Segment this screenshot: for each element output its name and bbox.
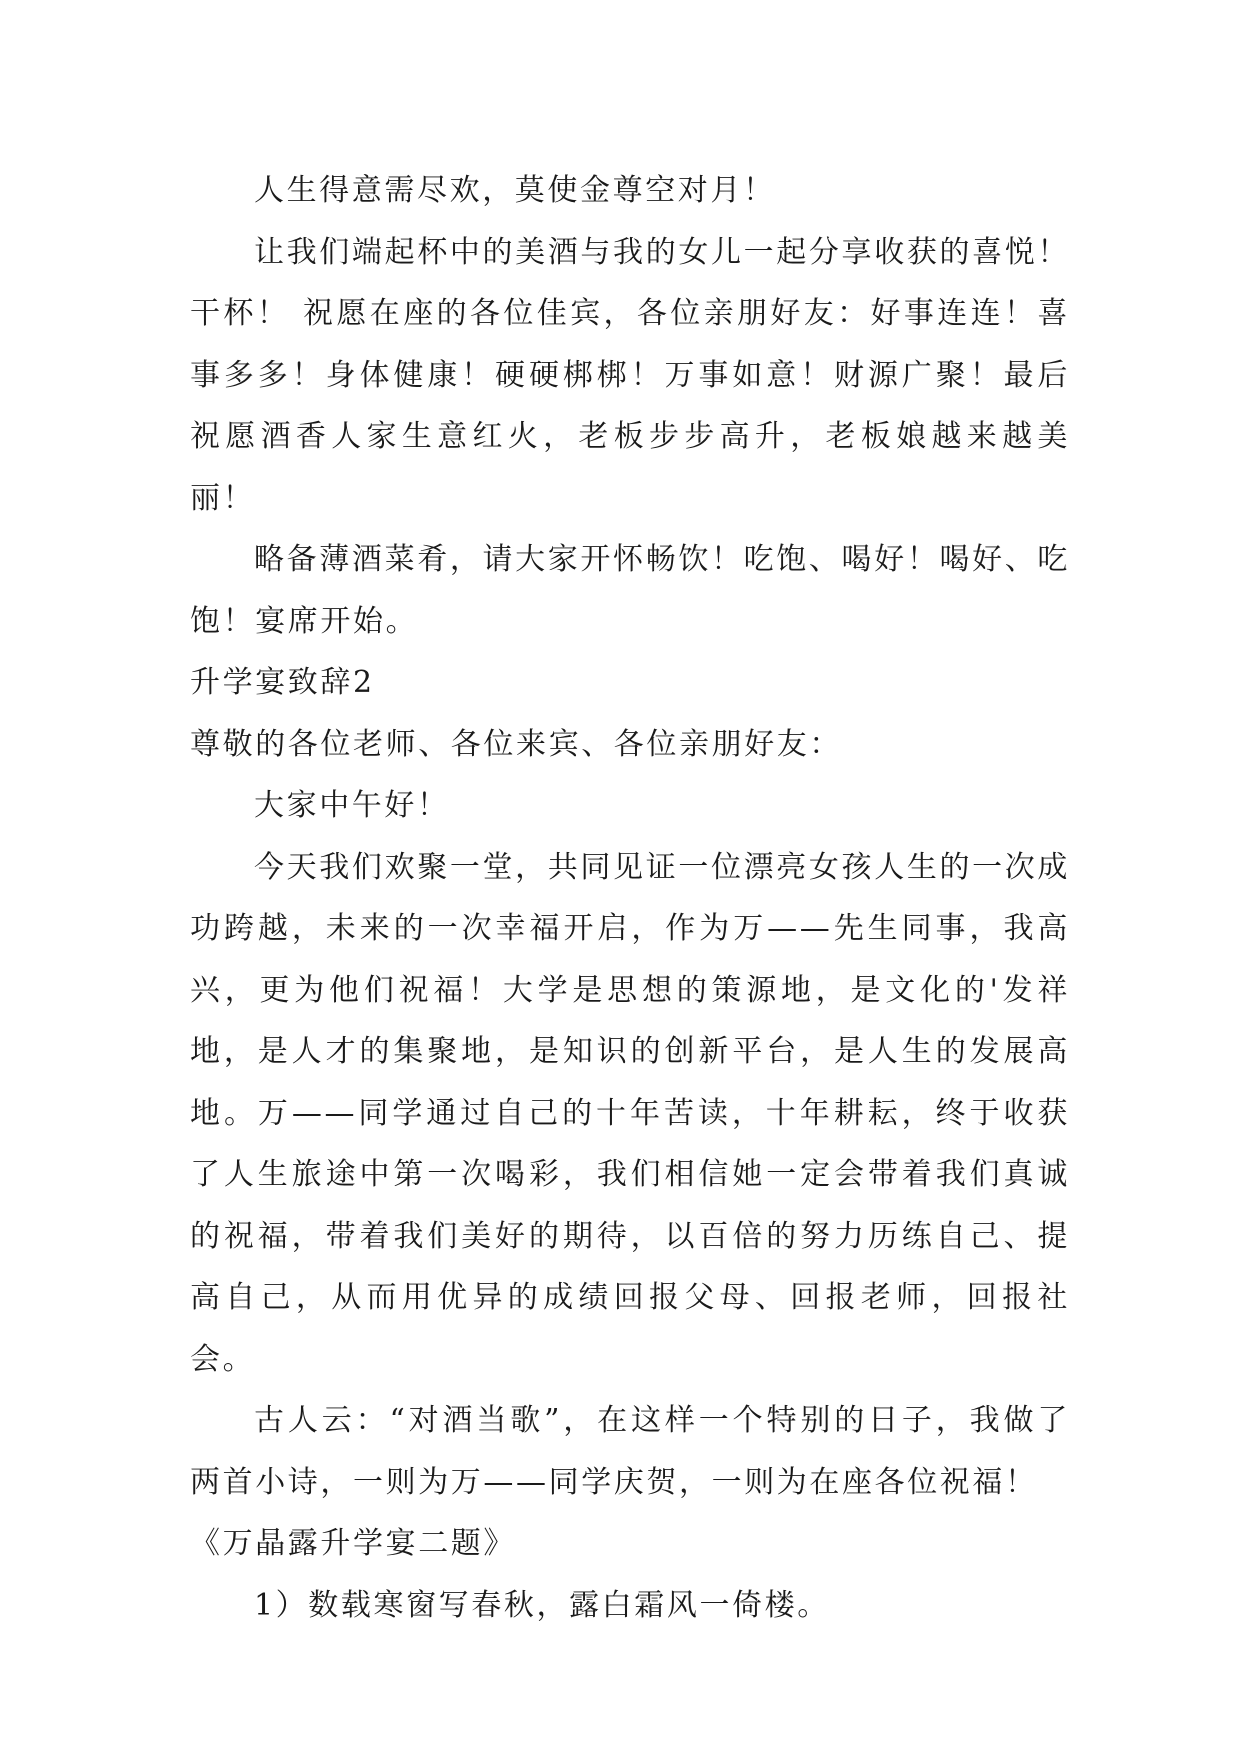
poem-line-1: 1）数载寒窗写春秋，露白霜风一倚楼。 [254, 1587, 830, 1623]
document-body [190, 160, 1070, 1636]
paragraph-main-speech: 今天我们欢聚一堂，共同见证一位漂亮女孩人生的一次成功跨越，未来的一次幸福开启，作为万——先生同事，我高兴，更为他们祝福！大学是思想的策源地，是文化的'发祥地，是人才的集聚地，是知识的创新平台，是人生的发展高地。万——同学通过自己的十年苦读，十年耕耘，终于收获了人生旅途中第一次喝彩，我们相信她一定会带着我们真诚的祝福，带着我们美好的期待，以百倍的努力历练自己、提高自己，从而用优异的成绩回报父母、回报老师，回报社会。 [190, 849, 1070, 1377]
greeting: 大家中午好！ [254, 788, 450, 823]
paragraph-poem-intro: 古人云：“对酒当歌”，在这样一个特别的日子，我做了两首小诗，一则为万——同学庆贺，一则为在座各位祝福！ [190, 1403, 1070, 1500]
paragraph-banquet-start: 略备薄酒菜肴，请大家开怀畅饮！吃饱、喝好！喝好、吃饱！宴席开始。 [190, 542, 1070, 639]
section-heading: 升学宴致辞2 [190, 665, 375, 700]
poem-title: 《万晶露升学宴二题》 [190, 1526, 516, 1561]
paragraph-blessings: 让我们端起杯中的美酒与我的女儿一起分享收获的喜悦！干杯！ 祝愿在座的各位佳宾，各位亲朋好友：好事连连！喜事多多！身体健康！硬硬梆梆！万事如意！财源广聚！最后祝愿酒香人家生意红火，老板步步高升，老板娘越来越美丽！ [190, 234, 1070, 516]
salutation: 尊敬的各位老师、各位来宾、各位亲朋好友： [190, 726, 842, 762]
paragraph-toast-line: 人生得意需尽欢，莫使金尊空对月！ [254, 173, 776, 208]
